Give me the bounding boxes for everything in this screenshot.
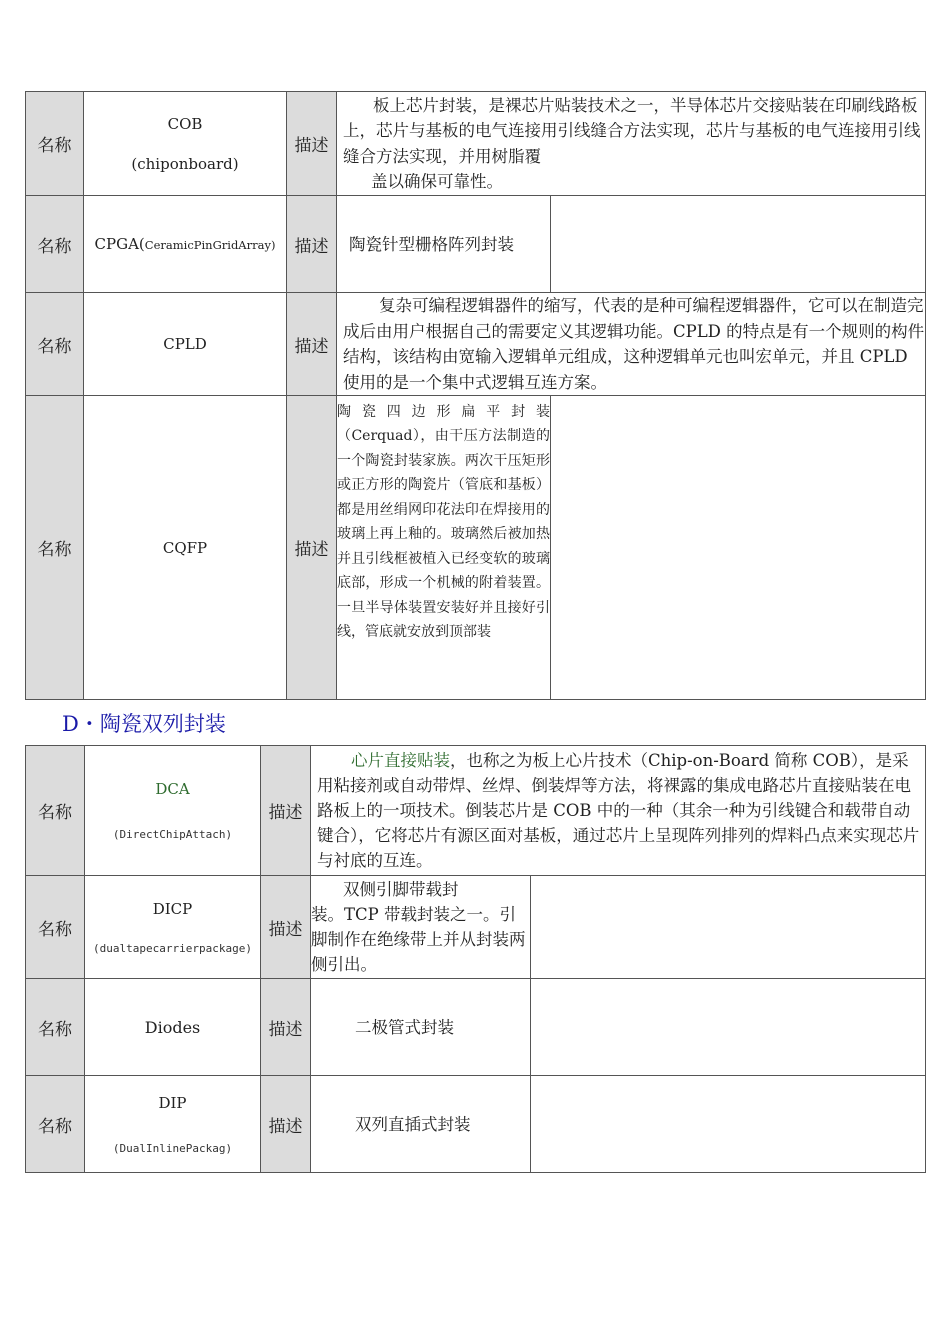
desc-label: 描述: [287, 196, 337, 293]
name-label: 名称: [26, 396, 84, 700]
package-name-cpga: CPGA(CeramicPinGridArray): [84, 196, 287, 293]
package-desc-cpld: 复杂可编程逻辑器件的缩写，代表的是种可编程逻辑器件，它可以在制造完成后由用户根据自己的需要定义其逻辑功能。CPLD 的特点是有一个规则的构件结构，该结构由宽输入逻辑单元组成，这种逻辑单元也叫宏单元，并且 CPLD 使用的是一个集中式逻辑互连方案。: [337, 293, 926, 396]
package-name-dicp: DICP (dualtapecarrierpackage): [85, 876, 261, 979]
table-row: [26, 979, 926, 1076]
table-row: [26, 746, 926, 876]
table-row: [26, 876, 926, 979]
desc-label: 描述: [287, 396, 337, 700]
name-label: 名称: [26, 1076, 85, 1173]
package-name-cqfp: CQFP: [84, 396, 287, 700]
package-desc-dip: 双列直插式封装: [311, 1076, 531, 1173]
package-desc-cqfp: 陶瓷四边形扁平封装（Cerquad），由干压方法制造的一个陶瓷封装家族。两次干压矩形或正方形的陶瓷片（管底和基板）都是用丝绢网印花法印在焊接用的玻璃上再上釉的。玻璃然后被加热并且引线框被植入已经变软的玻璃底部，形成一个机械的附着装置。一旦半导体装置安装好并且接好引线，管底就安放到顶部装: [337, 396, 551, 700]
name-label: 名称: [26, 979, 85, 1076]
table-row: [26, 293, 926, 396]
desc-label: 描述: [261, 746, 311, 876]
empty-cell: [531, 1076, 926, 1173]
package-name-dip: DIP (DualInlinePackag): [85, 1076, 261, 1173]
package-table-d: [25, 745, 926, 1173]
table-row: [26, 396, 926, 700]
empty-cell: [551, 196, 926, 293]
package-name-cpld: CPLD: [84, 293, 287, 396]
package-name-diodes: Diodes: [85, 979, 261, 1076]
name-label: 名称: [26, 92, 84, 196]
desc-label: 描述: [261, 876, 311, 979]
name-label: 名称: [26, 196, 84, 293]
package-desc-cpga: 陶瓷针型栅格阵列封装: [337, 196, 551, 293]
desc-label: 描述: [261, 979, 311, 1076]
desc-highlight: 心片直接贴装: [351, 751, 450, 770]
empty-cell: [531, 876, 926, 979]
name-label: 名称: [26, 876, 85, 979]
name-label: 名称: [26, 293, 84, 396]
table-row: [26, 196, 926, 293]
table-row: [26, 1076, 926, 1173]
package-desc-dca: 心片直接贴装，也称之为板上心片技术（Chip-on-Board 简称 COB），是采用粘接剂或自动带焊、丝焊、倒装焊等方法，将裸露的集成电路芯片直接贴装在电路板上的一项技术。倒装芯片是 COB 中的一种（其余一种为引线键合和载带自动键合），它将芯片有源区面对基板，通过芯片上呈现阵列排列的焊料凸点来实现芯片与衬底的互连。: [311, 746, 926, 876]
package-table-c: [25, 91, 926, 700]
name-label: 名称: [26, 746, 85, 876]
desc-label: 描述: [287, 293, 337, 396]
package-desc-cob: 板上芯片封装，是裸芯片贴装技术之一，半导体芯片交接贴装在印刷线路板上，芯片与基板的电气连接用引线缝合方法实现，芯片与基板的电气连接用引线缝合方法实现，并用树脂覆 盖以确保可靠性。: [337, 92, 926, 196]
empty-cell: [531, 979, 926, 1076]
section-title: D・陶瓷双列封装: [62, 712, 226, 736]
package-desc-diodes: 二极管式封装: [311, 979, 531, 1076]
package-desc-dicp: 双侧引脚带载封 装。TCP 带载封装之一。引脚制作在绝缘带上并从封装两侧引出。: [311, 876, 531, 979]
desc-label: 描述: [287, 92, 337, 196]
table-row: [26, 92, 926, 196]
desc-label: 描述: [261, 1076, 311, 1173]
empty-cell: [551, 396, 926, 700]
package-name-dca: DCA (DirectChipAttach): [85, 746, 261, 876]
package-name-cob: COB (chiponboard): [84, 92, 287, 196]
